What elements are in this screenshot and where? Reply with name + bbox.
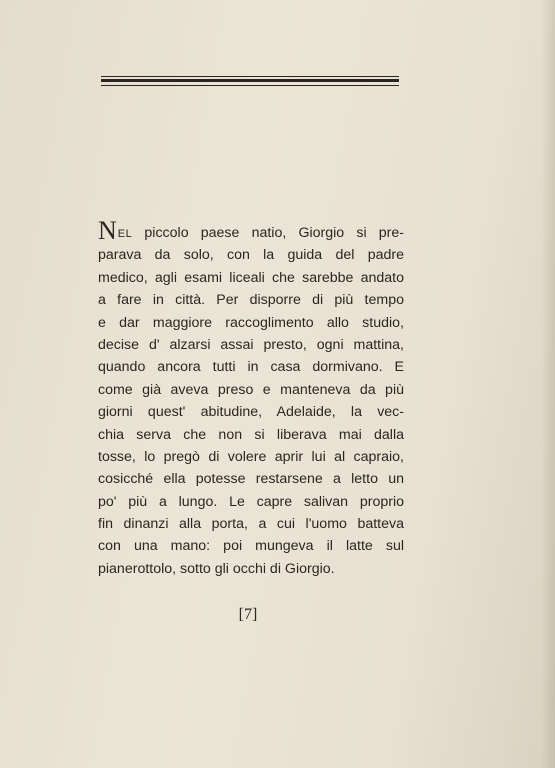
body-text xyxy=(98,216,404,580)
drop-cap: N xyxy=(98,216,117,245)
text-line-16: pianerottolo, sotto gli occhi di Giorgio. xyxy=(98,560,335,577)
ornamental-rule-bottom-thin xyxy=(101,85,399,86)
ornamental-rule-thick xyxy=(101,79,399,82)
text-line-12: cosicché ella potesse restarsene a letto un xyxy=(98,471,404,488)
text-line-14: fin dinanzi alla porta, a cui l'uomo batteva xyxy=(98,516,404,533)
text-line-2: parava da solo, con la guida del padre xyxy=(98,247,404,264)
ornamental-rule-top-thin xyxy=(101,76,399,77)
text-line-3: medico, agli esami liceali che sarebbe andato xyxy=(98,269,404,286)
text-line-13: po' più a lungo. Le capre salivan proprio xyxy=(98,493,404,510)
text-line-1 xyxy=(98,216,404,245)
text-line-4: a fare in città. Per disporre di più tempo xyxy=(98,292,404,309)
text-line-5: e dar maggiore raccoglimento allo studio, xyxy=(98,314,404,331)
text-line-7: quando ancora tutti in casa dormivano. E xyxy=(98,359,404,376)
page-number: [7] xyxy=(238,606,258,623)
small-caps-opening: EL xyxy=(117,228,133,240)
text-line-8: come già aveva preso e manteneva da più xyxy=(98,381,404,398)
text-line-6: decise d' alzarsi assai presto, ogni mattina, xyxy=(98,336,404,353)
text-line-11: tosse, lo pregò di volere aprir lui al capraio, xyxy=(98,448,404,465)
page-edge-shadow xyxy=(541,0,555,768)
text-line-9: giorni quest' abitudine, Adelaide, la vec- xyxy=(98,404,404,421)
text-line-1-rest: piccolo paese natio, Giorgio si pre- xyxy=(132,225,404,241)
text-line-15: con una mano: poi mungeva il latte sul xyxy=(98,538,404,555)
text-line-10: chia serva che non si liberava mai dalla xyxy=(98,426,404,443)
